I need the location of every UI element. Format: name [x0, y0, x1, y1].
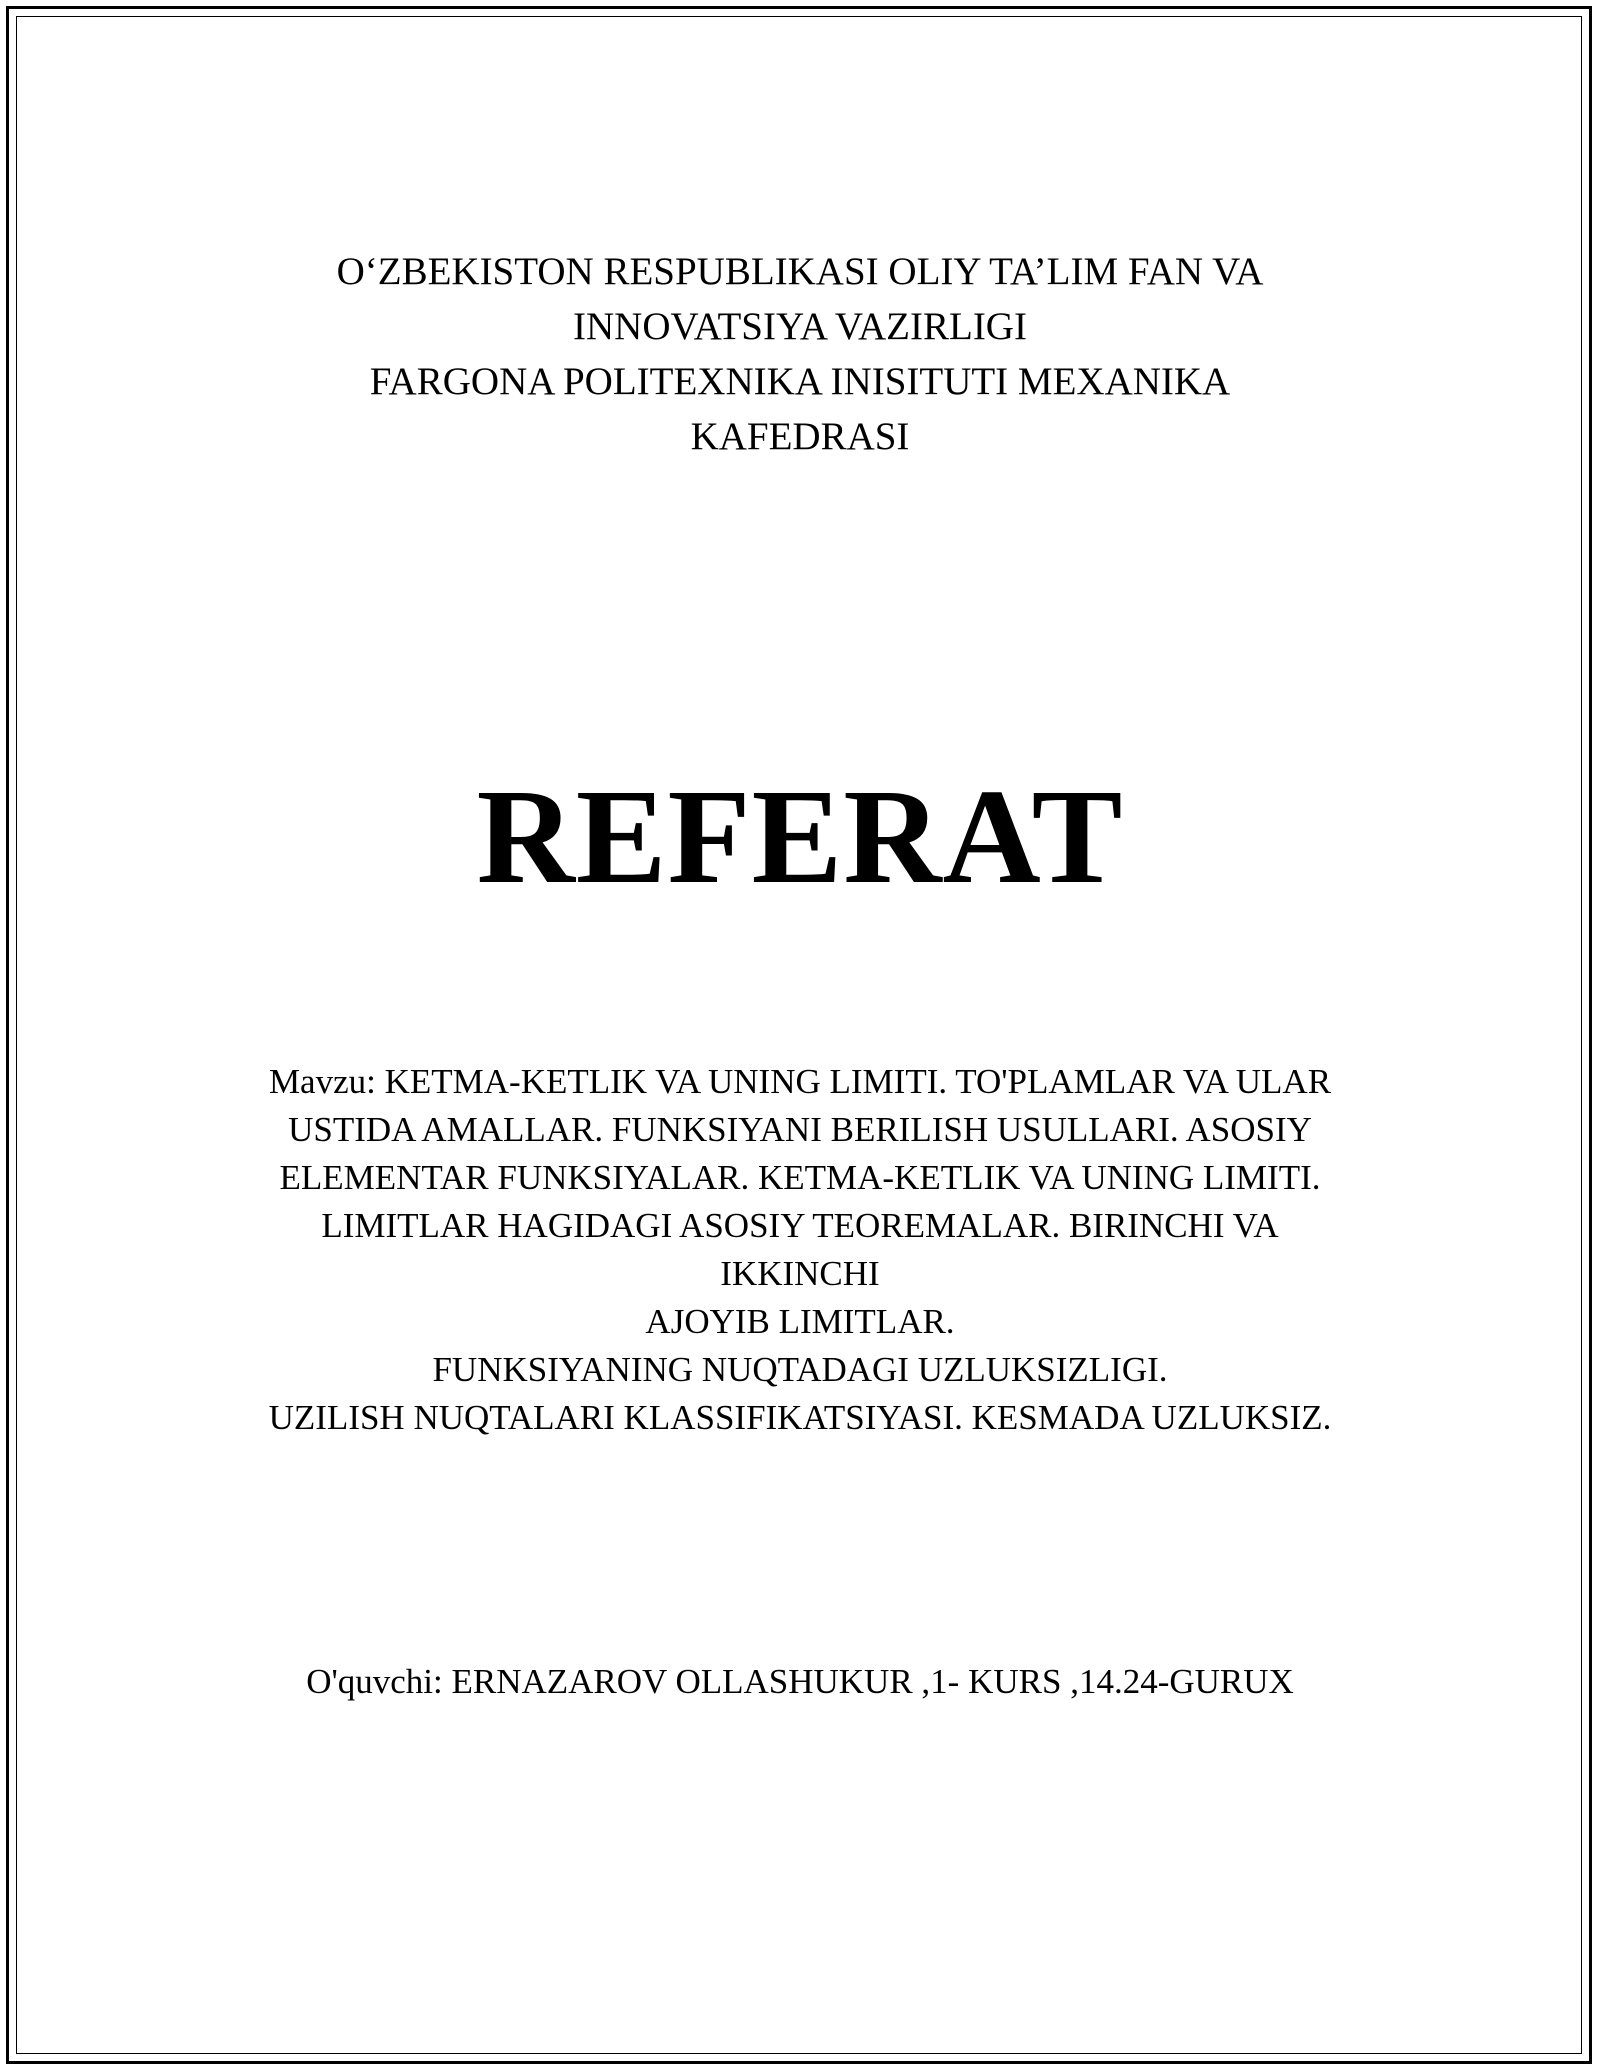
header-line-2: INNOVATSIYA VAZIRLIGI: [573, 305, 1027, 348]
topic-line-6: AJOYIB LIMITLAR.: [645, 1302, 955, 1341]
topic-line-1: Mavzu: KETMA-KETLIK VA UNING LIMITI. TO'PLAMLAR VA ULAR: [268, 1062, 1332, 1101]
topic-line-5: IKKINCHI: [720, 1254, 880, 1293]
header-line-3: FARGONA POLITEXNIKA INISITUTI MEXANIKA: [369, 360, 1231, 403]
topic-line-3: ELEMENTAR FUNKSIYALAR. KETMA-KETLIK VA UNING LIMITI.: [279, 1158, 1321, 1197]
topic-line-8: UZILISH NUQTALARI KLASSIFIKATSIYASI. KESMADA UZLUKSIZ.: [268, 1398, 1332, 1437]
header-line-1: O‘ZBEKISTON RESPUBLIKASI OLIY TA’LIM FAN VA: [336, 250, 1264, 293]
topic-line-4: LIMITLAR HAGIDAGI ASOSIY TEOREMALAR. BIRINCHI VA: [321, 1206, 1279, 1245]
document-title: REFERAT: [476, 762, 1124, 912]
topic-line-7: FUNKSIYANING NUQTADAGI UZLUKSIZLIGI.: [432, 1350, 1168, 1389]
topic-line-2: USTIDA AMALLAR. FUNKSIYANI BERILISH USULLARI. ASOSIY: [288, 1110, 1312, 1149]
student-info: O'quvchi: ERNAZAROV OLLASHUKUR ,1- KURS ,14.24-GURUX: [306, 1662, 1294, 1701]
institution-header: [0, 244, 1600, 464]
topic-section: [0, 1058, 1600, 1442]
header-line-4: KAFEDRASI: [690, 415, 910, 458]
